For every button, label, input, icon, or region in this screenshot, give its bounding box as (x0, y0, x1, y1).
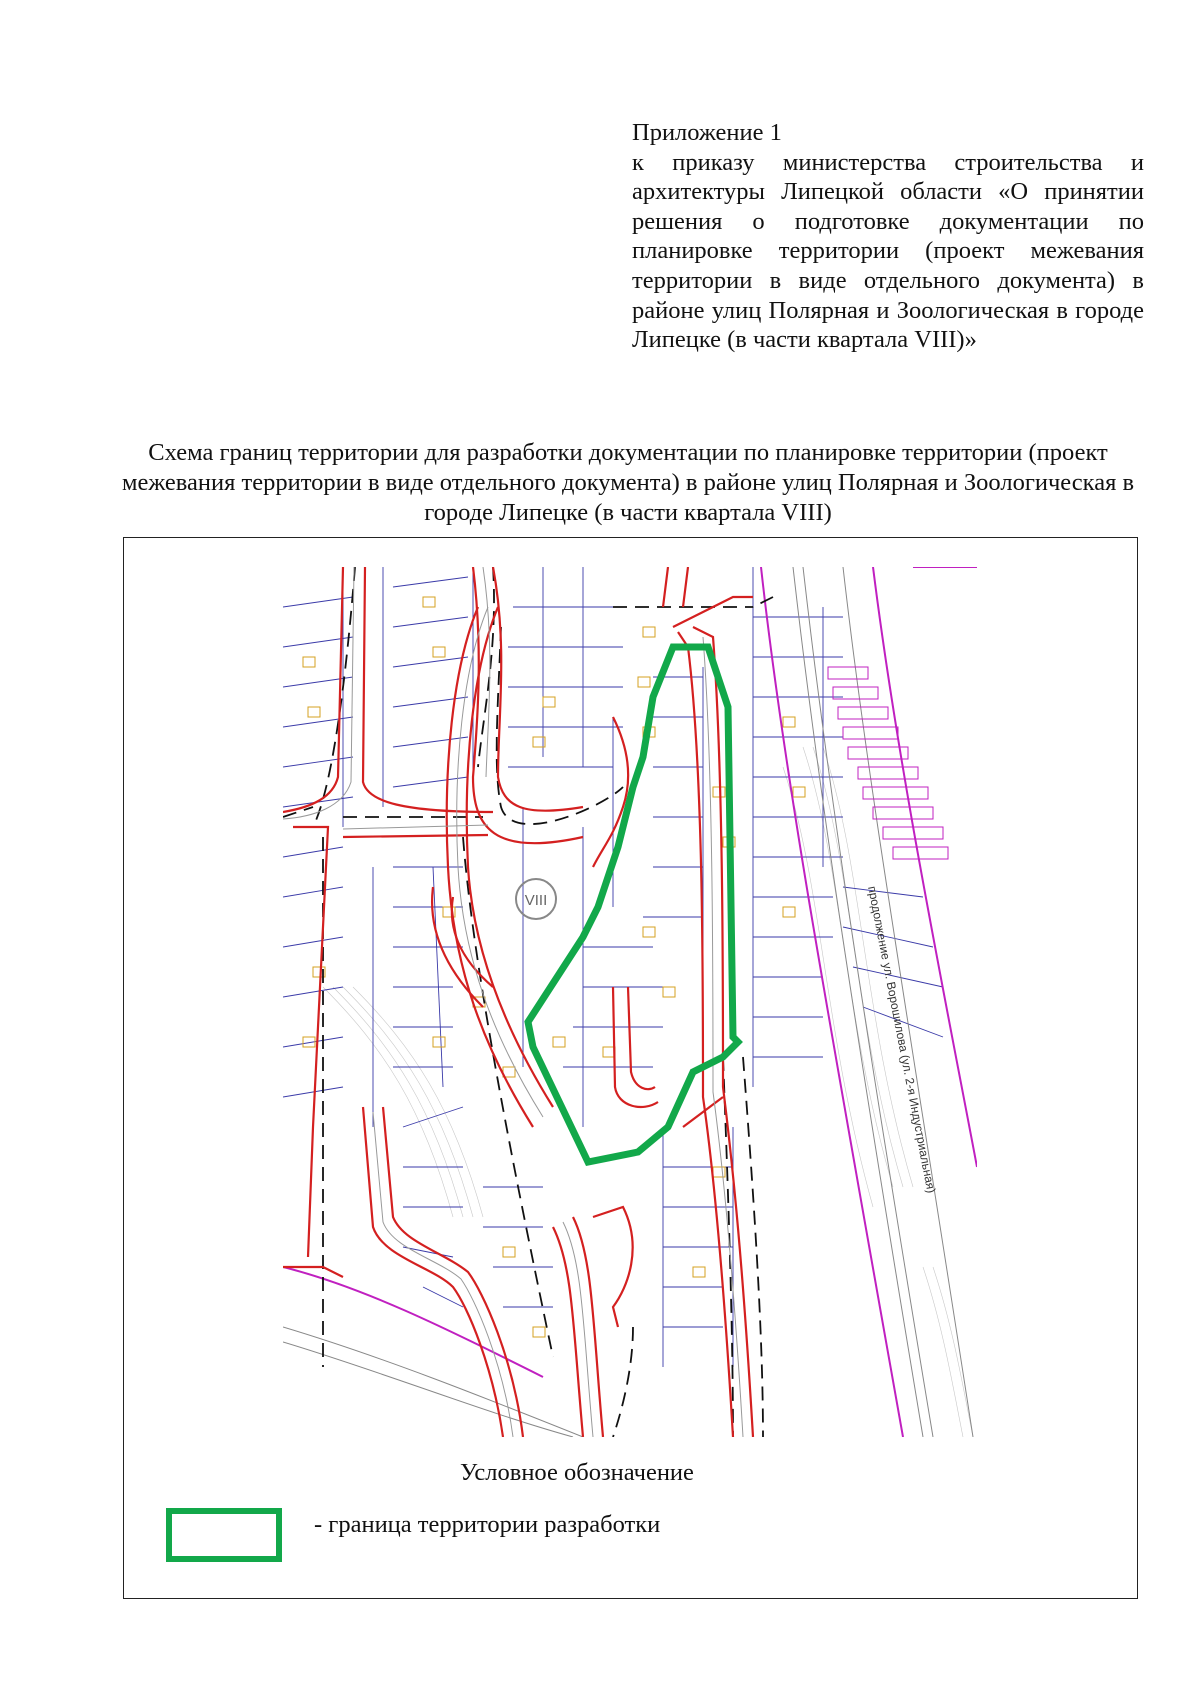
quarter-label: VIII (524, 892, 548, 909)
road-centerlines (283, 567, 743, 1437)
development-boundary (528, 647, 738, 1162)
red-lines (283, 567, 753, 1437)
legend-item-text: - граница территории разработки (314, 1511, 661, 1538)
legend-title: Условное обозначение (460, 1459, 694, 1486)
cadastral-map (283, 567, 977, 1437)
setback-lines (283, 567, 773, 1437)
street-label: продолжение ул. Ворошилова (ул. 2-я Индустриальная) (865, 884, 939, 1195)
appendix-block (632, 118, 1144, 355)
appendix-body: к приказу министерства строительства и архитектуры Липецкой области «О принятии решения о подготовке документации по планировке территории (проект межевания территории в виде отдельного документа) в районе улиц Полярная и Зоологическая в городе Липецке (в части квартала VIII)» (632, 148, 1144, 354)
document-title: Схема границ территории для разработки документации по планировке территории (проект межевания территории в виде отдельного документа) в районе улиц Полярная и Зоологическая в городе Липецке (в части квартала VIII) (121, 439, 1135, 526)
terrain-hatching (323, 747, 973, 1437)
legend-boundary-swatch (166, 1508, 282, 1562)
parking-blocks (828, 667, 948, 859)
appendix-heading: Приложение 1 (632, 119, 782, 146)
